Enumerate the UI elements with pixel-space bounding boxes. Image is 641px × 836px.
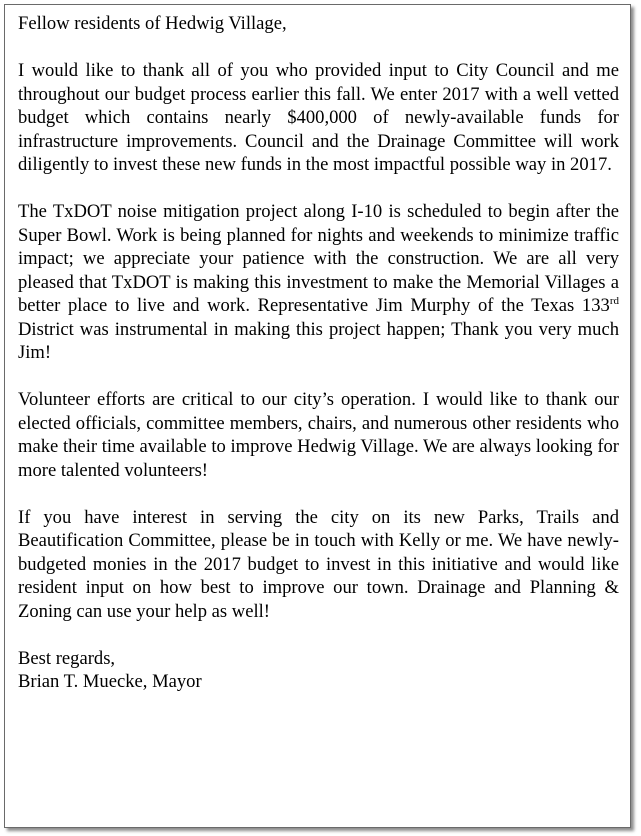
paragraph-gap [18, 365, 619, 389]
paragraph-txdot [18, 200, 619, 365]
ordinal-superscript: rd [609, 294, 619, 307]
paragraph-txdot-text-1: The TxDOT noise mitigation project along I-10 is scheduled to begin after the Super Bowl. Work is being planned for nights and weekends to minimize traffic impact; we appreciate your patience with the construction. We are all very pleased that TxDOT is making this investment to make the Memorial Villages a better place to live and work. Representative Jim Murphy of the Texas 133 [18, 201, 619, 316]
paragraph-volunteers: Volunteer efforts are critical to our city’s operation. I would like to thank our elected officials, committee members, chairs, and numerous other residents who make their time available to improve Hedwig Village. We are always looking for more talented volunteers! [18, 389, 619, 481]
signature: Brian T. Muecke, Mayor [18, 671, 202, 692]
paragraph-gap [18, 177, 619, 201]
paragraph-parks-committee: If you have interest in serving the city on its new Parks, Trails and Beautification Committee, please be in touch with Kelly or me. We have newly-budgeted monies in the 2017 budget to invest in this initiative and would like resident input on how best to improve our town. Drainage and Planning & Zoning can use your help as well! [18, 506, 619, 622]
closing: Best regards, [18, 647, 116, 669]
mayor-letter-box [4, 4, 631, 828]
paragraph-gap [18, 482, 619, 506]
paragraph-txdot-text-2: District was instrumental in making this project happen; Thank you very much Jim! [18, 318, 619, 363]
paragraph-gap [18, 36, 619, 60]
paragraph-budget: I would like to thank all of you who provided input to City Council and me throughout our budget process earlier this fall. We enter 2017 with a well vetted budget which contains nearly $400,000 of newly-available funds for infrastructure improvements. Council and the Drainage Committee will work diligently to invest these new funds in the most impactful possible way in 2017. [18, 60, 619, 175]
paragraph-gap [18, 623, 619, 647]
salutation: Fellow residents of Hedwig Village, [18, 13, 287, 34]
